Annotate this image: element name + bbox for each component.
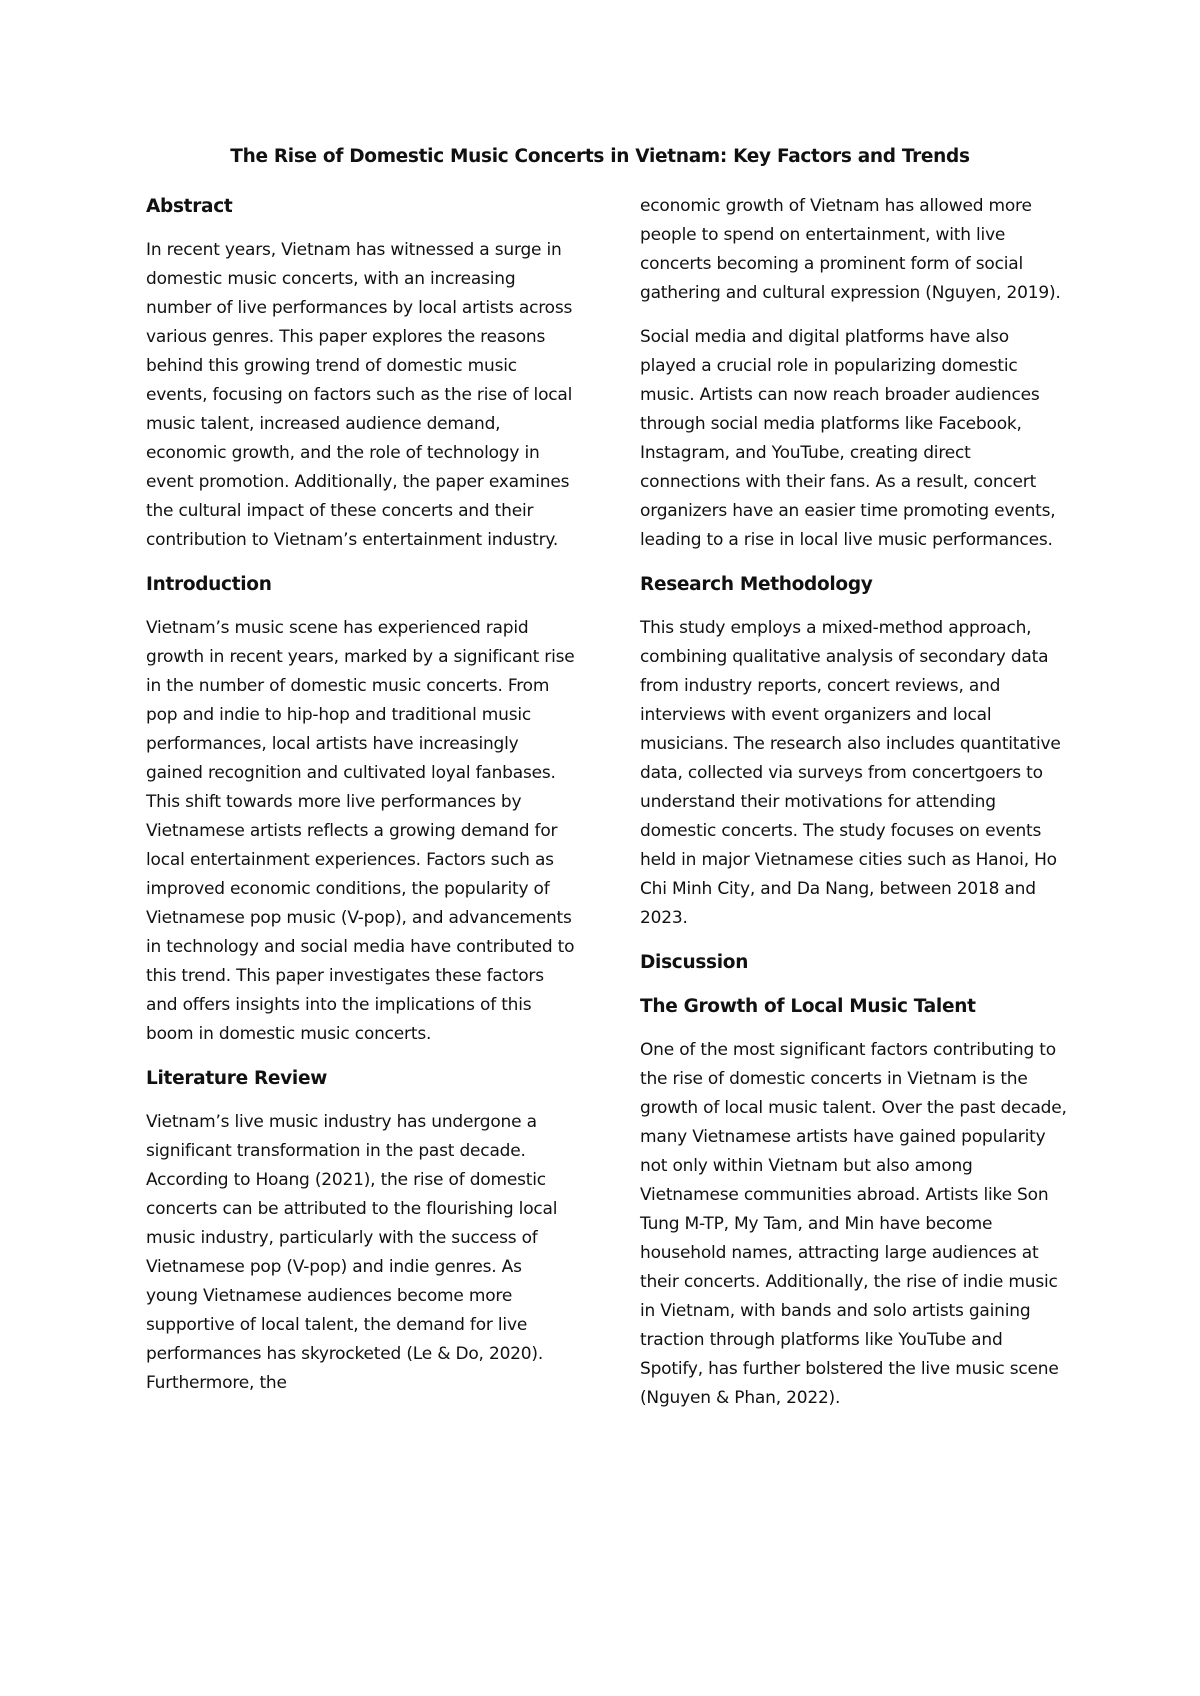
local-talent-subheading: The Growth of Local Music Talent	[640, 996, 976, 1017]
paper-title: The Rise of Domestic Music Concerts in Vietnam: Key Factors and Trends	[230, 146, 970, 167]
abstract-heading: Abstract	[146, 196, 233, 217]
discussion-heading: Discussion	[640, 952, 749, 973]
literature-review-paragraph: Vietnam’s live music industry has undergone a significant transformation in the past decade. According to Hoang (2021), the rise of domestic concerts can be attributed to the flourishing local music industry, particularly with the success of Vietnamese pop (V-pop) and indie genres. As young Vietnamese audiences become more supportive of local talent, the demand for live performances has skyrocketed (Le & Do, 2020). Furthermore, the	[146, 1112, 558, 1393]
introduction-paragraph: Vietnam’s music scene has experienced rapid growth in recent years, marked by a significant rise in the number of domestic music concerts. From pop and indie to hip-hop and traditional music performances, local artists have increasingly gained recognition and cultivated loyal fanbases. This shift towards more live performances by Vietnamese artists reflects a growing demand for local entertainment experiences. Factors such as improved economic conditions, the popularity of Vietnamese pop music (V-pop), and advancements in technology and social media have contributed to this trend. This paper investigates these factors and offers insights into the implications of this boom in domestic music concerts.	[146, 618, 575, 1044]
literature-review-heading: Literature Review	[146, 1068, 327, 1089]
local-talent-paragraph: One of the most significant factors contributing to the rise of domestic concerts in Vietnam is the growth of local music talent. Over the past decade, many Vietnamese artists have gained popularity not only within Vietnam but also among Vietnamese communities abroad. Artists like Son Tung M-TP, My Tam, and Min have become household names, attracting large audiences at their concerts. Additionally, the rise of indie music in Vietnam, with bands and solo artists gaining traction through platforms like YouTube and Spotify, has further bolstered the live music scene (Nguyen & Phan, 2022).	[640, 1040, 1067, 1408]
right-column	[640, 192, 1070, 1428]
abstract-paragraph: In recent years, Vietnam has witnessed a surge in domestic music concerts, with an increasing number of live performances by local artists across various genres. This paper explores the reasons behind this growing trend of domestic music events, focusing on factors such as the rise of local music talent, increased audience demand, economic growth, and the role of technology in event promotion. Additionally, the paper examines the cultural impact of these concerts and their contribution to Vietnam’s entertainment industry.	[146, 240, 573, 550]
social-media-paragraph: Social media and digital platforms have also played a crucial role in popularizing domestic music. Artists can now reach broader audiences through social media platforms like Facebook, Instagram, and YouTube, creating direct connections with their fans. As a result, concert organizers have an easier time promoting events, leading to a rise in local live music performances.	[640, 327, 1056, 550]
research-methodology-heading: Research Methodology	[640, 574, 873, 595]
left-column	[146, 192, 576, 1413]
introduction-heading: Introduction	[146, 574, 272, 595]
research-methodology-paragraph: This study employs a mixed-method approach, combining qualitative analysis of secondary data from industry reports, concert reviews, and interviews with event organizers and local musicians. The research also includes quantitative data, collected via surveys from concertgoers to understand their motivations for attending domestic concerts. The study focuses on events held in major Vietnamese cities such as Hanoi, Ho Chi Minh City, and Da Nang, between 2018 and 2023.	[640, 618, 1061, 928]
literature-review-continued-paragraph: economic growth of Vietnam has allowed more people to spend on entertainment, with live concerts becoming a prominent form of social gathering and cultural expression (Nguyen, 2019).	[640, 196, 1061, 303]
